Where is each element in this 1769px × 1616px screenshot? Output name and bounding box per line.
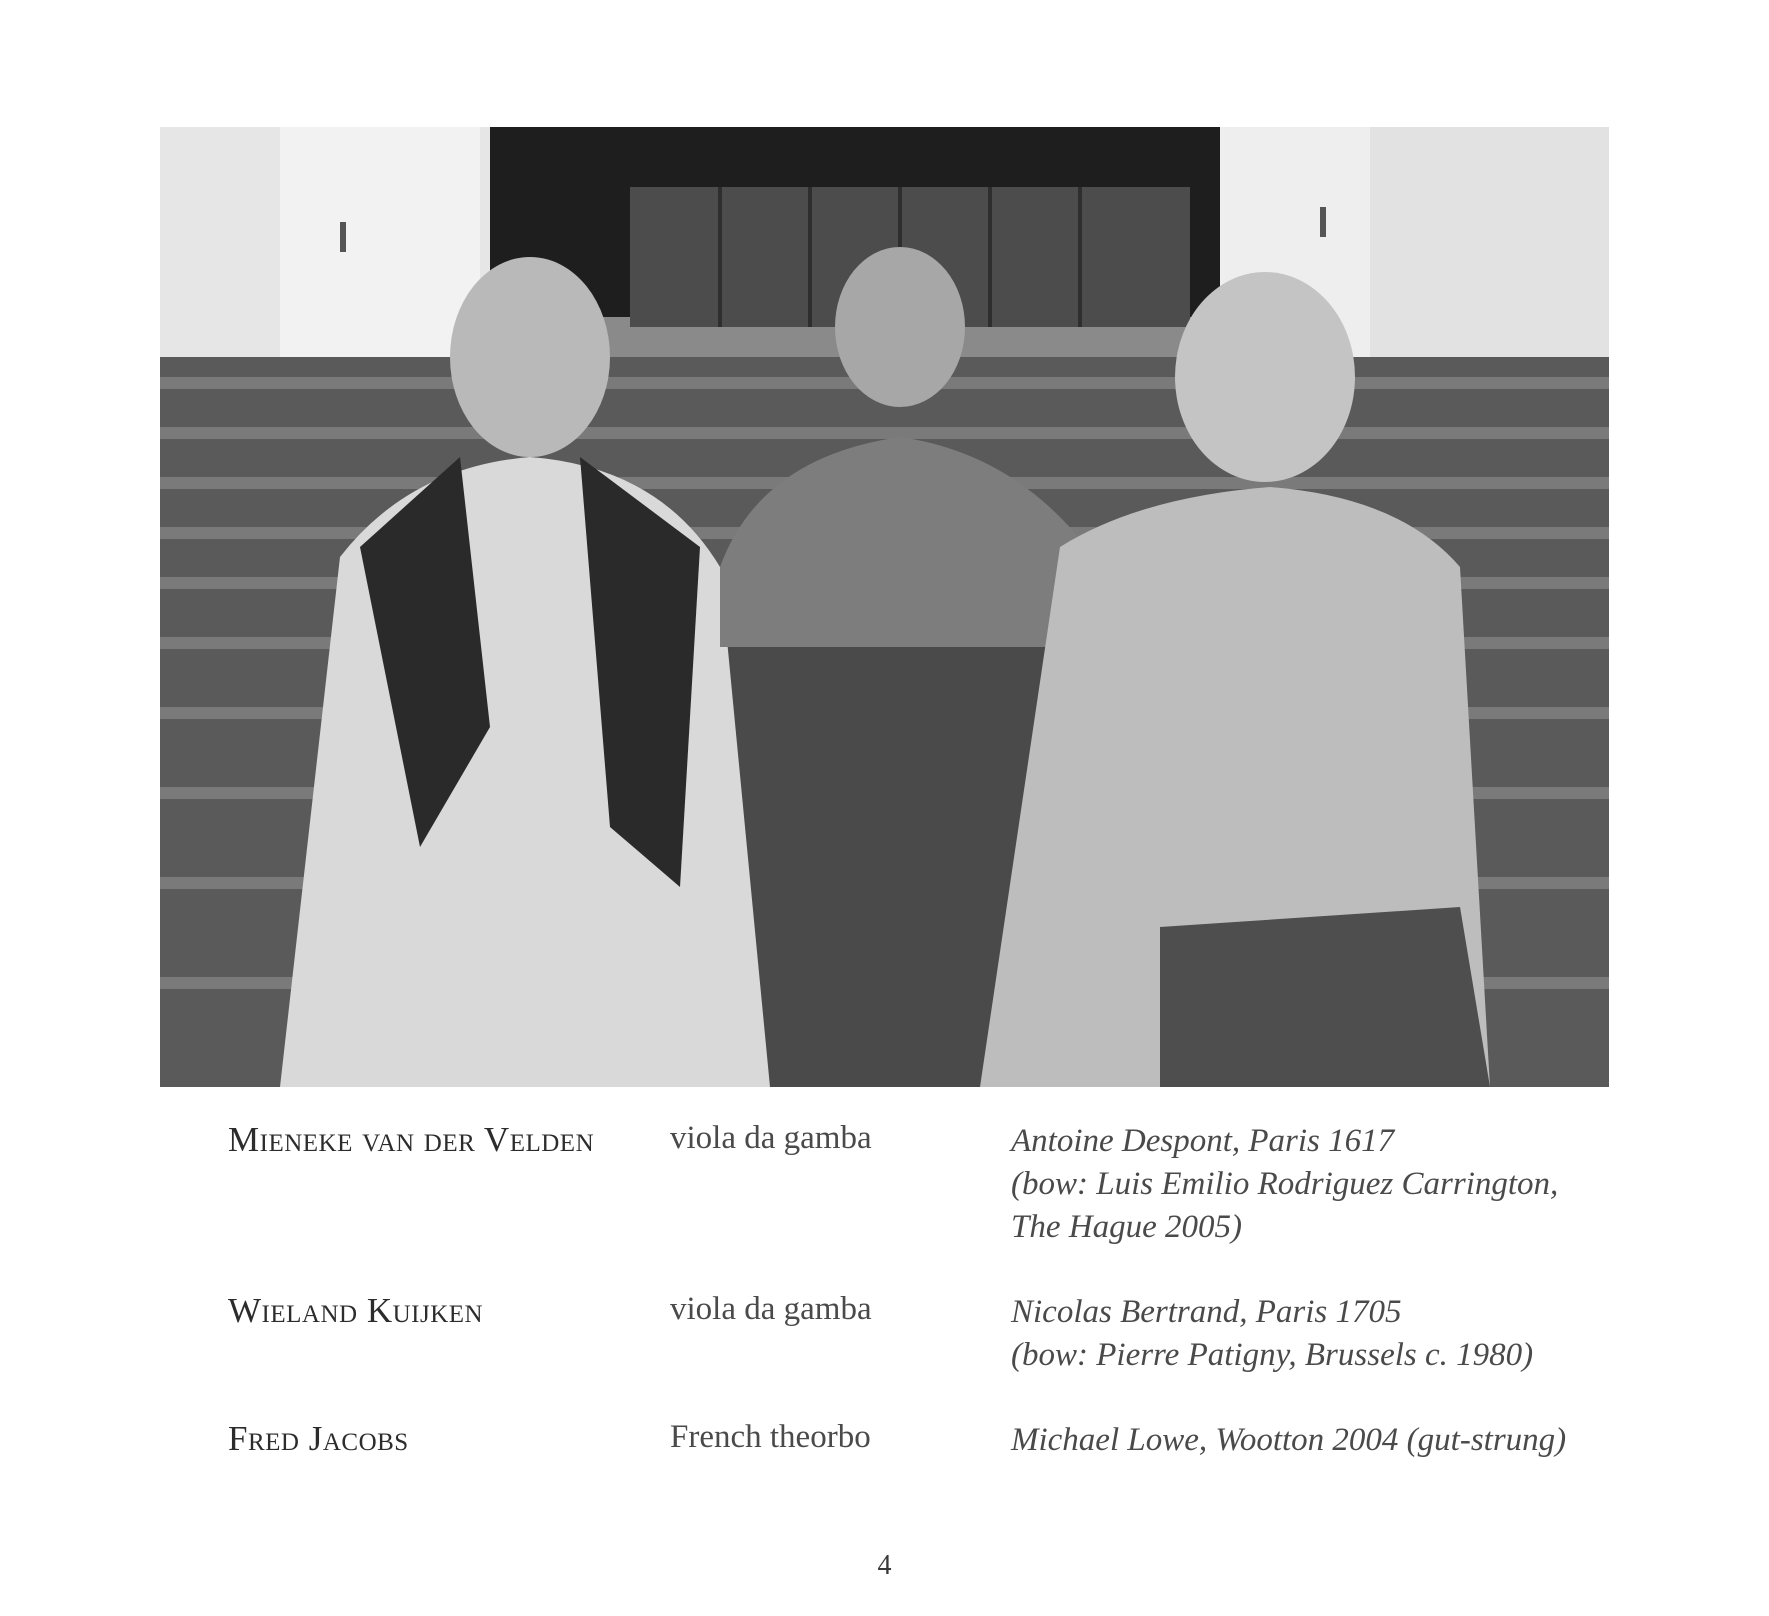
ensemble-photo bbox=[160, 127, 1609, 1087]
performer-instrument-maker bbox=[1011, 1291, 1533, 1377]
performer-instrument: viola da gamba bbox=[670, 1120, 872, 1156]
maker-line: Nicolas Bertrand, Paris 1705 bbox=[1011, 1294, 1402, 1330]
maker-line: (bow: Luis Emilio Rodriguez Carrington, bbox=[1011, 1166, 1559, 1202]
performer-name: Fred Jacobs bbox=[228, 1419, 409, 1458]
maker-line: (bow: Pierre Patigny, Brussels c. 1980) bbox=[1011, 1337, 1534, 1373]
performer-instrument-maker bbox=[1011, 1120, 1558, 1249]
photo-image bbox=[160, 127, 1609, 1087]
performer-name: Mieneke van der Velden bbox=[228, 1120, 595, 1159]
maker-line: Antoine Despont, Paris 1617 bbox=[1011, 1123, 1395, 1159]
performer-instrument-maker bbox=[1011, 1419, 1566, 1462]
performer-instrument: viola da gamba bbox=[670, 1291, 872, 1327]
page-number: 4 bbox=[877, 1550, 892, 1581]
performer-instrument: French theorbo bbox=[670, 1419, 871, 1455]
maker-line: Michael Lowe, Wootton 2004 (gut-strung) bbox=[1011, 1422, 1567, 1458]
performer-name: Wieland Kuijken bbox=[228, 1291, 484, 1330]
maker-line: The Hague 2005) bbox=[1011, 1209, 1242, 1245]
